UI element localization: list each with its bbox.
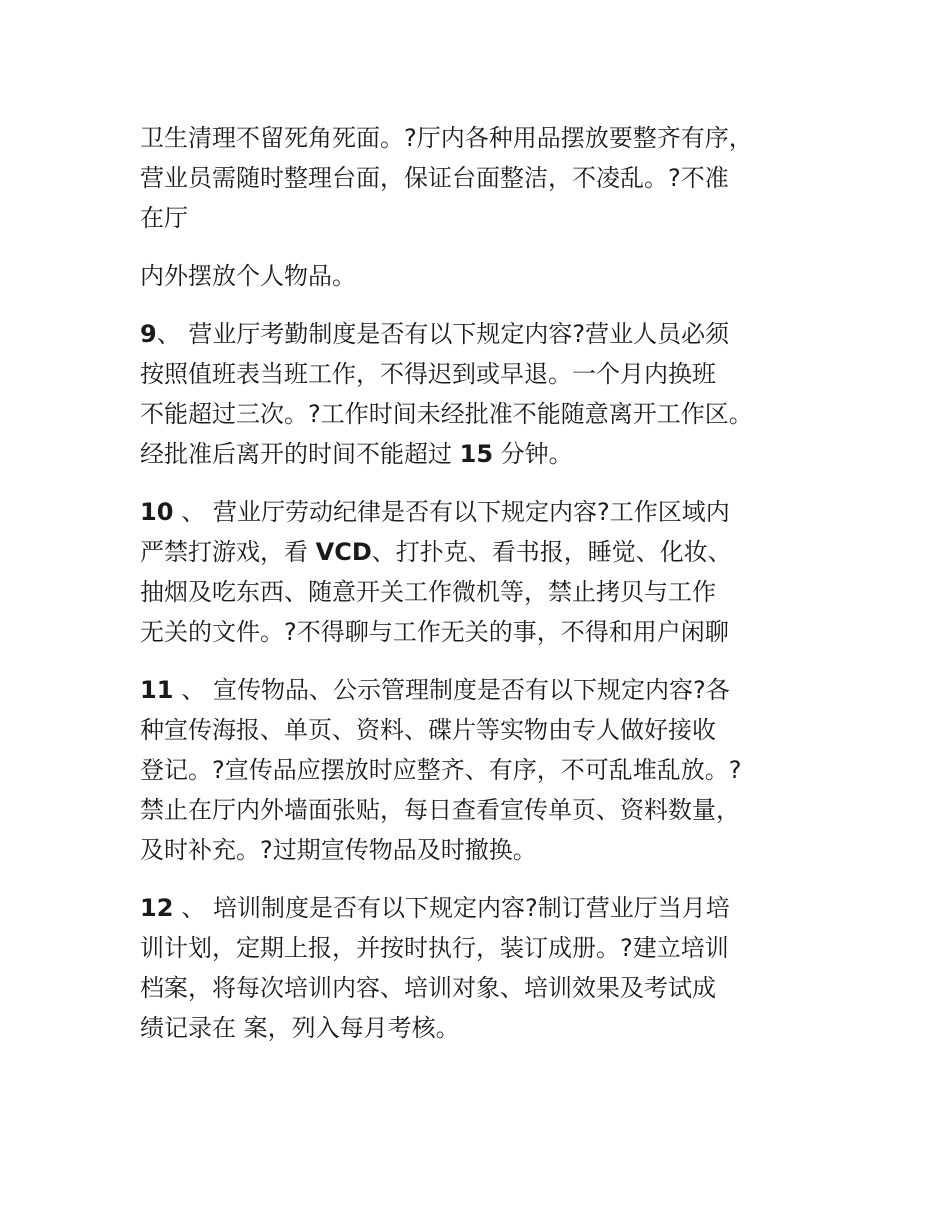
text-line: 无关的文件。?不得聊与工作无关的事，不得和用户闲聊 xyxy=(140,618,729,646)
text-segment: 经批准后离开的时间不能超过 xyxy=(140,440,460,468)
item-heading-text: 、 营业厅劳动纪律是否有以下规定内容?工作区域内 xyxy=(181,498,730,526)
text-line: 卫生清理不留死角死面。?厅内各种用品摆放要整齐有序， xyxy=(140,124,753,152)
minutes-value: 15 xyxy=(459,440,494,468)
text-line xyxy=(140,434,840,474)
text-line xyxy=(140,532,840,572)
text-line: 禁止在厅内外墙面张贴，每日查看宣传单页、资料数量， xyxy=(140,796,740,824)
item-heading-text: 、 培训制度是否有以下规定内容?制订营业厅当月培 xyxy=(181,894,730,922)
text-line: 及时补充。?过期宣传物品及时撤换。 xyxy=(140,836,537,864)
text-line: 营业员需随时整理台面，保证台面整洁，不凌乱。?不准 xyxy=(140,164,729,192)
item-heading-text: 、 营业厅考勤制度是否有以下规定内容?营业人员必须 xyxy=(156,320,730,348)
text-line: 内外摆放个人物品。 xyxy=(140,262,356,290)
text-line xyxy=(140,888,840,928)
text-line: 按照值班表当班工作，不得迟到或早退。一个月内换班 xyxy=(140,360,716,388)
item-number: 10 xyxy=(140,498,174,526)
vcd-term: VCD xyxy=(315,538,372,566)
paragraph-item-11 xyxy=(140,670,840,870)
paragraph-item-9 xyxy=(140,314,840,474)
text-segment: 、打扑克、看书报，睡觉、化妆、 xyxy=(371,538,732,566)
document-page xyxy=(140,118,840,1048)
text-line: 抽烟及吃东西、随意开关工作微机等，禁止拷贝与工作 xyxy=(140,578,716,606)
paragraph-hygiene xyxy=(140,118,840,238)
item-number: 9 xyxy=(140,320,157,348)
text-line: 不能超过三次。?工作时间未经批准不能随意离开工作区。 xyxy=(140,400,753,428)
paragraph-personal-items xyxy=(140,256,840,296)
paragraph-item-10 xyxy=(140,492,840,652)
text-line: 种宣传海报、单页、资料、碟片等实物由专人做好接收 xyxy=(140,716,716,744)
paragraph-item-12 xyxy=(140,888,840,1048)
item-number: 12 xyxy=(140,894,174,922)
text-segment: 分钟。 xyxy=(493,440,573,468)
text-line xyxy=(140,670,840,710)
text-line: 登记。?宣传品应摆放时应整齐、有序，不可乱堆乱放。? xyxy=(140,756,742,784)
text-line: 在厅 xyxy=(140,204,188,232)
text-line xyxy=(140,492,840,532)
text-segment: 严禁打游戏，看 xyxy=(140,538,316,566)
text-line xyxy=(140,314,840,354)
item-number: 11 xyxy=(140,676,174,704)
text-line: 训计划，定期上报，并按时执行，装订成册。?建立培训 xyxy=(140,934,729,962)
text-line: 绩记录在 案，列入每月考核。 xyxy=(140,1014,460,1042)
item-heading-text: 、 宣传物品、公示管理制度是否有以下规定内容?各 xyxy=(181,676,730,704)
text-line: 档案，将每次培训内容、培训对象、培训效果及考试成 xyxy=(140,974,716,1002)
